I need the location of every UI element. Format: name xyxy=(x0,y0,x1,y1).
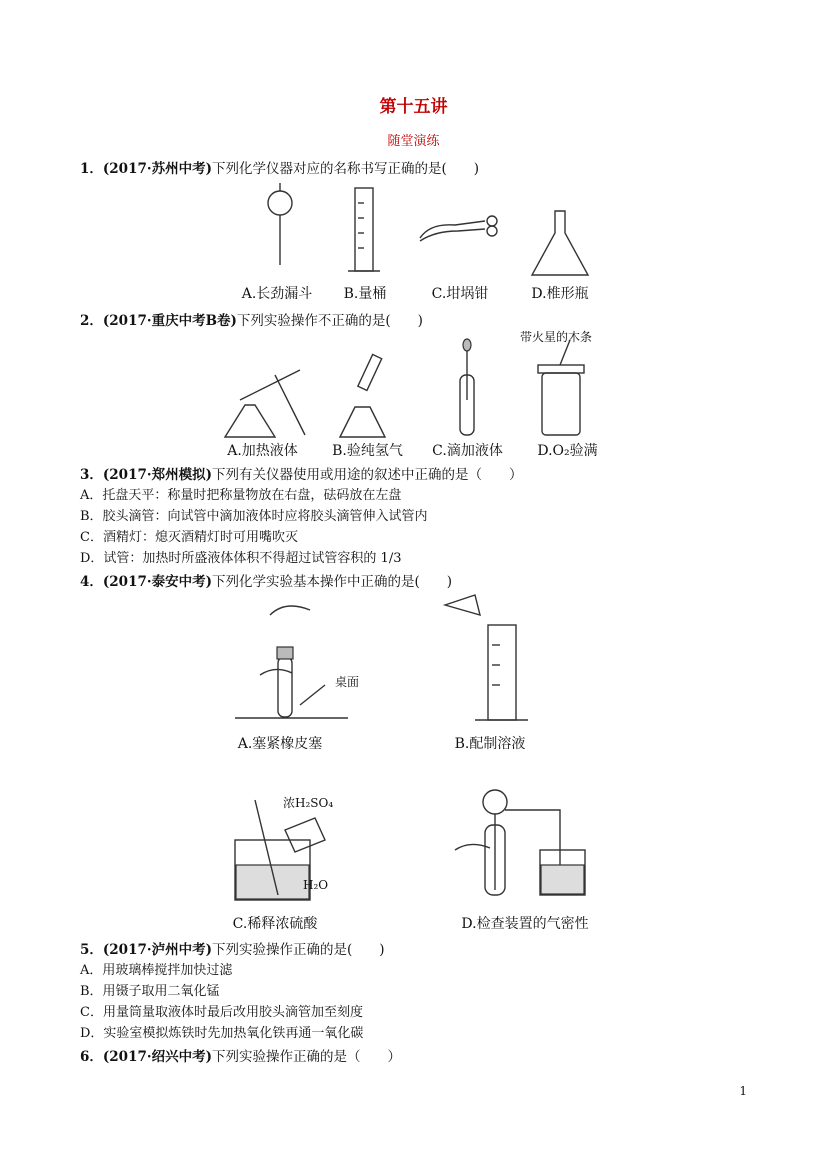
q2-caption-a: A.加热液体 xyxy=(227,443,298,459)
q2-label-splint: 带火星的木条 xyxy=(520,330,593,344)
question-source: (2017·绍兴中考) xyxy=(102,1049,212,1065)
question-number: 5． xyxy=(80,942,103,958)
question-source: (2017·郑州模拟) xyxy=(102,467,212,483)
q5-option-d: D．实验室模拟炼铁时先加热氧化铁再通一氧化碳 xyxy=(80,1026,364,1041)
q3-option-c: C．酒精灯：熄灭酒精灯时可用嘴吹灭 xyxy=(80,530,298,545)
q4-caption-d: D.检查装置的气密性 xyxy=(461,916,589,932)
question-3 xyxy=(80,463,522,483)
q4-label-acid: 浓H₂SO₄ xyxy=(283,796,334,810)
question-number: 6． xyxy=(80,1049,103,1065)
q2-caption-d: D.O₂验满 xyxy=(537,443,598,459)
q4-label-water: H₂O xyxy=(303,878,329,892)
page-title: 第十五讲 xyxy=(379,97,448,117)
q4-figures-top xyxy=(230,595,610,725)
question-2 xyxy=(80,309,423,329)
question-text: 下列实验操作不正确的是( ) xyxy=(236,313,423,329)
q4-label-desk: 桌面 xyxy=(335,675,360,689)
question-text: 下列化学实验基本操作中正确的是( ) xyxy=(211,574,453,590)
q1-caption-b: B.量桶 xyxy=(343,286,387,302)
section-subtitle: 随堂演练 xyxy=(387,134,440,149)
q2-caption-c: C.滴加液体 xyxy=(432,443,503,459)
q1-caption-c: C.坩埚钳 xyxy=(431,286,489,302)
page-number: 1 xyxy=(739,1084,747,1098)
q5-option-a: A．用玻璃棒搅拌加快过滤 xyxy=(80,963,233,978)
q3-option-d: D．试管：加热时所盛液体体积不得超过试管容积的 1/3 xyxy=(80,551,402,566)
q2-figures xyxy=(220,345,610,440)
question-text: 下列化学仪器对应的名称书写正确的是( ) xyxy=(211,161,480,177)
question-text: 下列实验操作正确的是（ ） xyxy=(211,1049,401,1065)
question-source: (2017·泰安中考) xyxy=(102,574,212,590)
question-4 xyxy=(80,570,452,590)
q3-option-b: B．胶头滴管：向试管中滴加液体时应将胶头滴管伸入试管内 xyxy=(80,509,428,524)
q1-caption-a: A.长劲漏斗 xyxy=(241,286,313,302)
q4-caption-b: B.配制溶液 xyxy=(454,736,526,752)
question-source: (2017·苏州中考) xyxy=(102,161,212,177)
question-source: (2017·重庆中考B卷) xyxy=(102,313,237,329)
question-number: 2． xyxy=(80,313,103,329)
q5-option-c: C．用量筒量取液体时最后改用胶头滴管加至刻度 xyxy=(80,1005,363,1020)
question-text: 下列有关仪器使用或用途的叙述中正确的是（ ） xyxy=(211,467,523,483)
q2-caption-b: B.验纯氢气 xyxy=(332,443,403,459)
question-5 xyxy=(80,938,385,958)
q5-option-b: B．用镊子取用二氧化锰 xyxy=(80,984,220,999)
q4-caption-c: C.稀释浓硫酸 xyxy=(232,916,318,932)
question-number: 3． xyxy=(80,467,103,483)
q4-caption-a: A.塞紧橡皮塞 xyxy=(237,736,323,752)
question-1 xyxy=(80,157,479,177)
q3-option-a: A．托盘天平：称量时把称量物放在右盘，砝码放在左盘 xyxy=(80,488,402,503)
question-6 xyxy=(80,1045,401,1065)
question-text: 下列实验操作正确的是( ) xyxy=(211,942,385,958)
question-source: (2017·泸州中考) xyxy=(102,942,212,958)
q1-figures xyxy=(230,183,610,283)
question-number: 1． xyxy=(80,161,103,177)
question-number: 4． xyxy=(80,574,103,590)
q1-caption-d: D.椎形瓶 xyxy=(531,286,589,302)
